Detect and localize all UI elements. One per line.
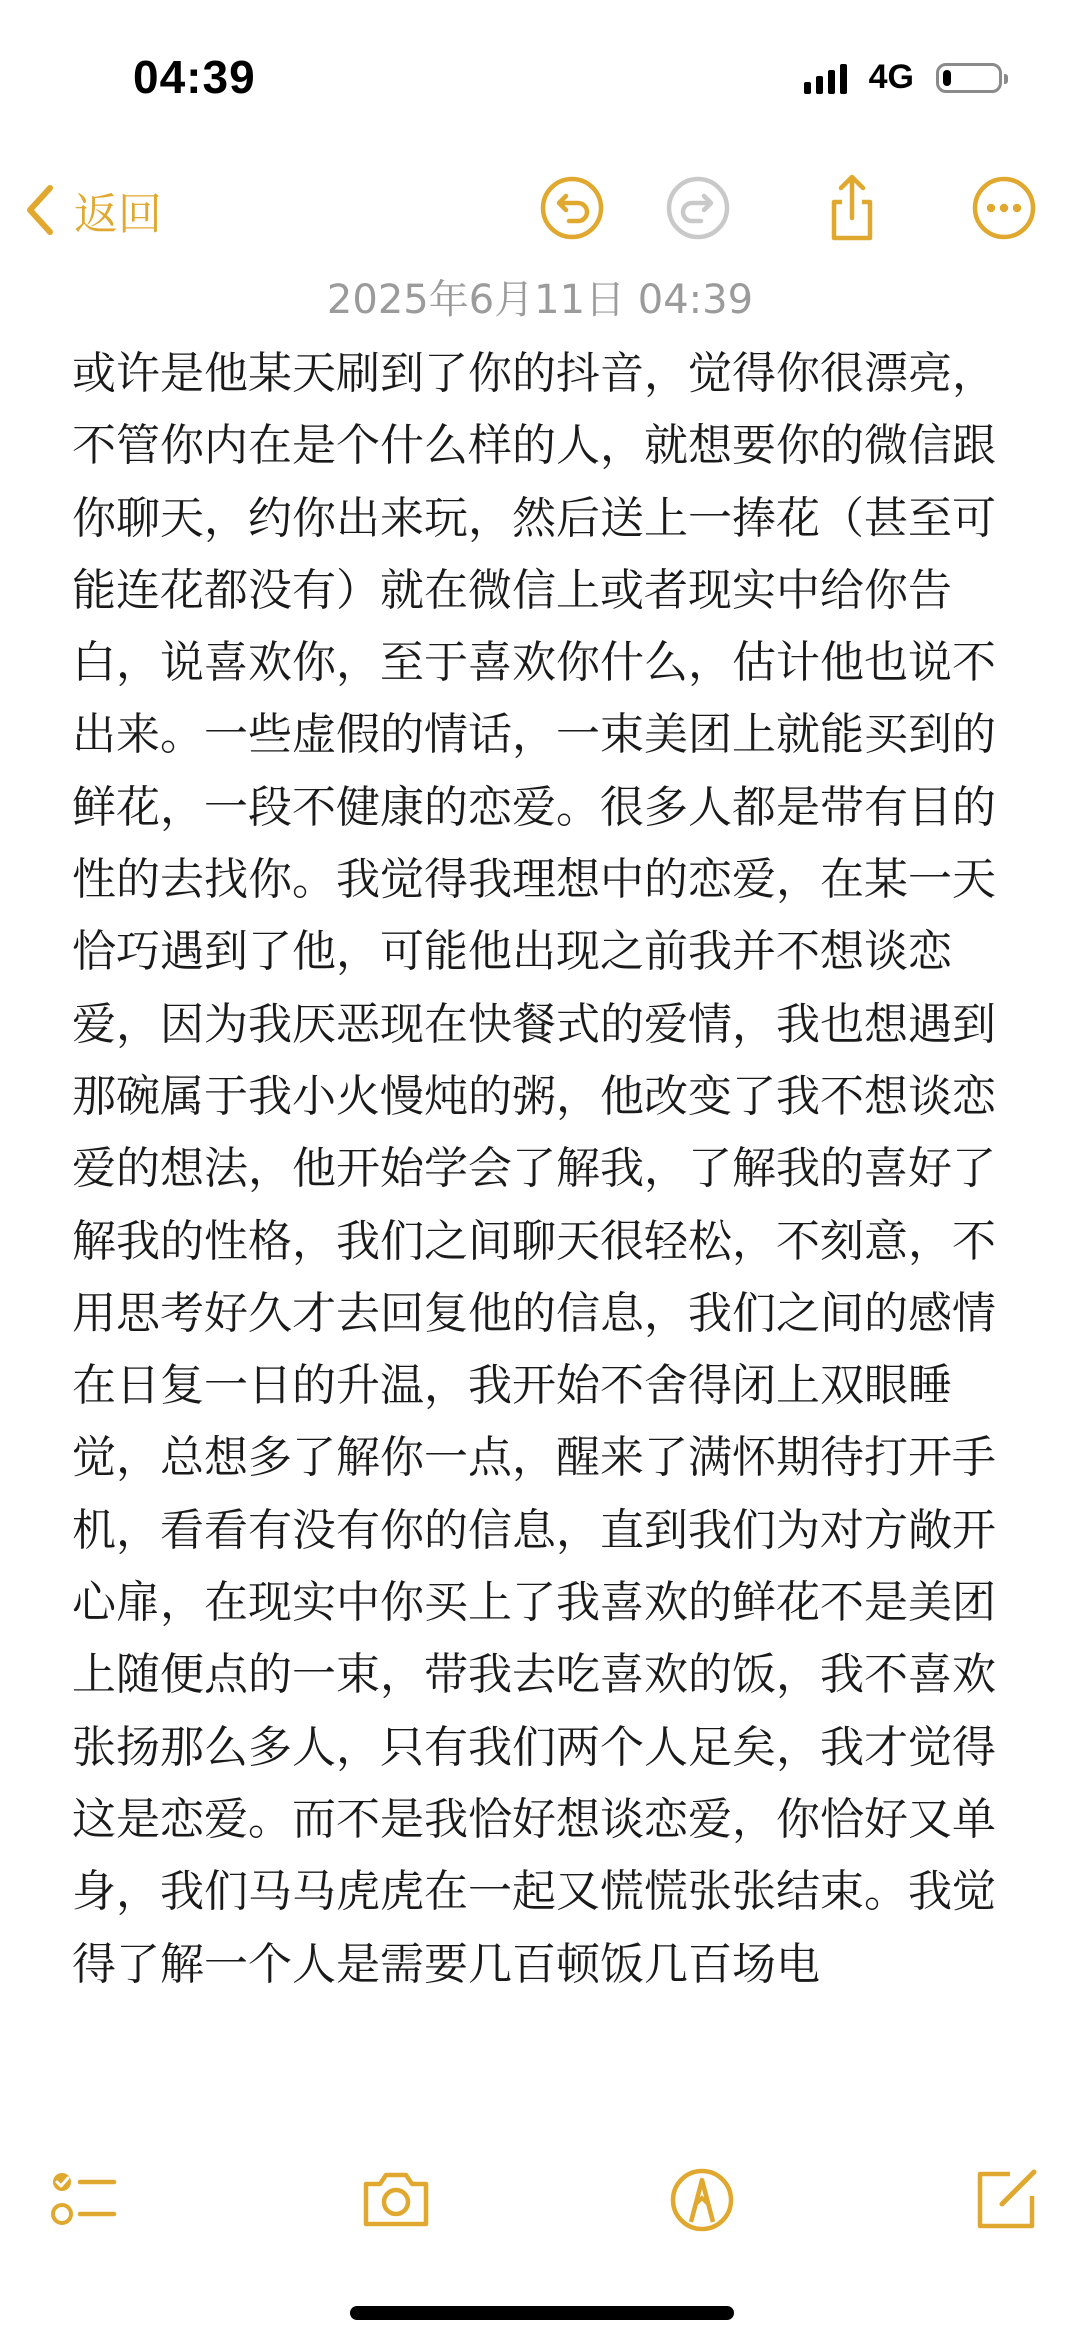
bottom-toolbar [0,2150,1080,2250]
undo-icon[interactable] [536,172,608,244]
back-label: 返回 [74,189,162,240]
home-indicator [350,2306,734,2320]
note-date: 2025年6月11日 04:39 [326,277,754,323]
cellular-signal-icon [804,62,847,94]
status-indicators [804,58,1002,97]
redo-icon[interactable] [662,172,734,244]
compose-icon[interactable] [966,2160,1046,2240]
status-time: 04:39 [133,51,256,103]
battery-icon [936,63,1002,93]
status-bar [0,0,1080,150]
markup-icon[interactable] [662,2160,742,2240]
battery-level [943,70,951,86]
network-type: 4G [868,58,914,96]
back-button[interactable] [22,178,162,242]
more-icon[interactable] [968,172,1040,244]
chevron-left-icon [22,182,56,238]
nav-bar [0,160,1080,260]
share-icon[interactable] [816,172,888,244]
checklist-icon[interactable] [44,2160,124,2240]
camera-icon[interactable] [356,2160,436,2240]
note-body-text[interactable]: 或许是他某天刷到了你的抖音，觉得你很漂亮，不管你内在是个什么样的人，就想要你的微信跟你聊天，约你出来玩，然后送上一捧花（甚至可能连花都没有）就在微信上或者现实中给你告白，说喜欢你，至于喜欢你什么，估计他也说不出来。一些虚假的情话，一束美团上就能买到的鲜花，一段不健康的恋爱。很多人都是带有目的性的去找你。我觉得我理想中的恋爱，在某一天恰巧遇到了他，可能他出现之前我并不想谈恋爱，因为我厌恶现在快餐式的爱情，我也想遇到那碗属于我小火慢炖的粥，他改变了我不想谈恋爱的想法，他开始学会了解我，了解我的喜好了解我的性格，我们之间聊天很轻松，不刻意，不用思考好久才去回复他的信息，我们之间的感情在日复一日的升温，我开始不舍得闭上双眼睡觉，总想多了解你一点，醒来了满怀期待打开手机，看看有没有你的信息，直到我们为对方敞开心扉，在现实中你买上了我喜欢的鲜花不是美团上随便点的一束，带我去吃喜欢的饭，我不喜欢张扬那么多人，只有我们两个人足矣，我才觉得这是恋爱。而不是我恰好想谈恋爱，你恰好又单身，我们马马虎虎在一起又慌慌张张结束。我觉得了解一个人是需要几百顿饭几百场电 [72,348,996,1990]
